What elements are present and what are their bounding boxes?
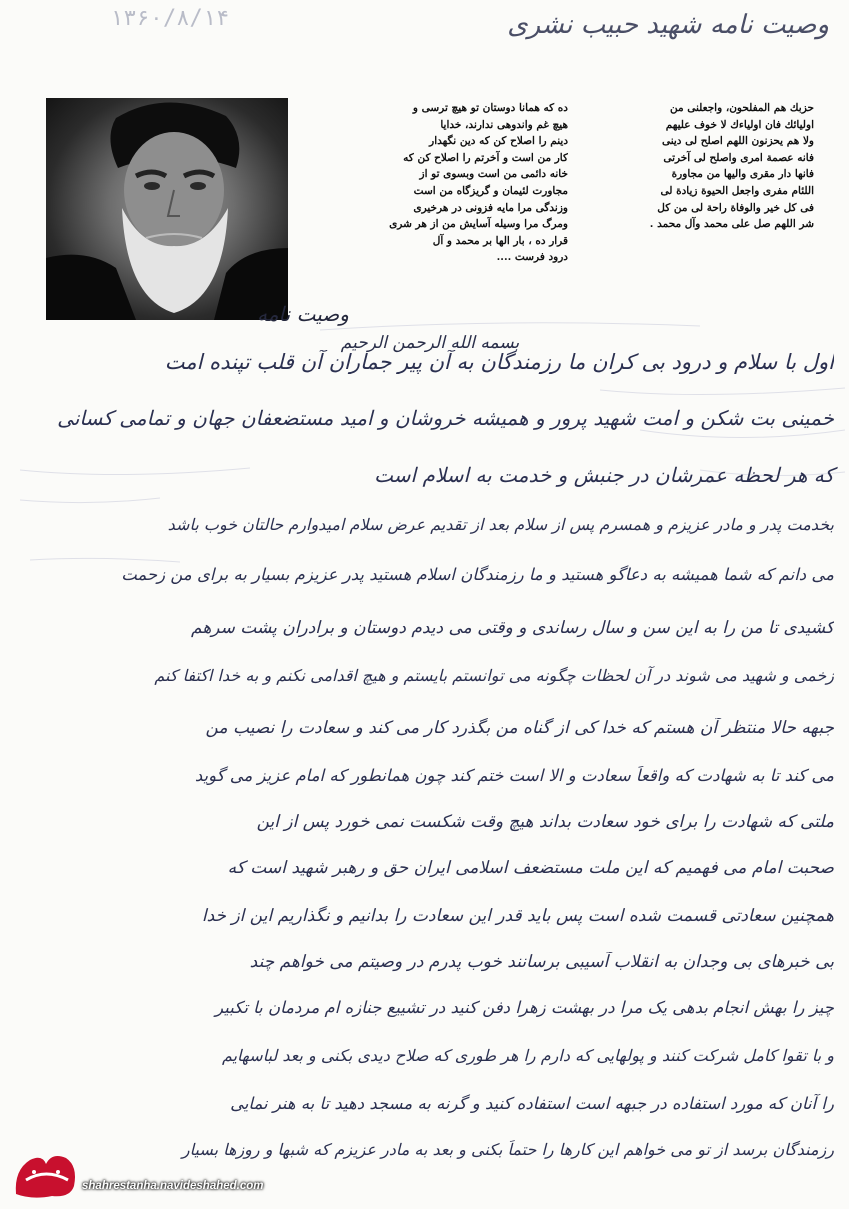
printed-line: قرار ده ، بار الها بر محمد و آل bbox=[432, 234, 568, 247]
portrait-photo bbox=[46, 98, 288, 320]
handwritten-line: ملتی که شهادت را برای خود سعادت بداند هیچ وقت شکست نمی خورد پس از این bbox=[256, 812, 834, 832]
printed-line: هيچ غم واندوهی ندارند، خدایا bbox=[440, 118, 568, 131]
date-stamp: ۱۳۶۰/۸/۱۴ bbox=[110, 6, 230, 31]
printed-line: مجاورت لئیمان و گریزگاه من است bbox=[413, 184, 568, 197]
printed-line: اللئام مفری واجعل الحیوة زیادة لی bbox=[660, 184, 814, 197]
printed-line: فی کل خیر والوفاة راحة لی من کل bbox=[657, 201, 814, 214]
will-label: وصیت نامه bbox=[257, 302, 349, 326]
printed-line: درود فرست .... bbox=[496, 251, 568, 264]
handwritten-line: همچنین سعادتی قسمت شده است پس باید قدر این سعادت را بدانیم و نگذاریم این از خدا bbox=[201, 906, 834, 926]
document-title: وصیت نامه شهید حبیب نشری bbox=[507, 10, 829, 40]
printed-line: فانه عصمة امری واصلح لی آخرتی bbox=[663, 151, 814, 164]
printed-line: خانه دائمی من است وبسوی تو از bbox=[419, 168, 568, 181]
printed-line: شر اللهم صل علی محمد وآل محمد . bbox=[649, 218, 814, 231]
handwritten-line: را آنان که مورد استفاده در جبهه است استفاده کنید و گرنه به مسجد دهید تا به هنر نمایی bbox=[230, 1094, 834, 1113]
printed-line: حزبك هم المفلحون، واجعلنی من bbox=[669, 102, 814, 114]
handwritten-line: می کند تا به شهادت که واقعاً سعادت و الا است ختم کند چون همانطور که امام عزیز می گوید bbox=[194, 766, 834, 785]
printed-line: کار من است و آخرتم را اصلاح کن که bbox=[403, 151, 568, 164]
handwritten-line: چیز را بهش انجام بدهی یک مرا در بهشت زهرا دفن کنید در تشییع جنازه ام مردمان با تکبیر bbox=[215, 998, 834, 1017]
handwritten-line: زخمی و شهید می شوند در آن لحظات چگونه می توانستم بایستم و هیچ اقدامی نکنم و به خدا اکتفا کنم bbox=[154, 666, 834, 685]
handwritten-line: صحبت امام می فهمیم که این ملت مستضعف اسلامی ایران حق و رهبر شهید است که bbox=[227, 858, 834, 878]
handwritten-line: کشیدی تا من را به این سن و سال رساندی و وقتی می دیدم دوستان و برادران پشت سرهم bbox=[191, 618, 834, 638]
printed-line: دینم را اصلاح کن که دین نگهدار bbox=[429, 135, 568, 148]
handwritten-line: رزمندگان برسد از تو می خواهم این کارها را حتماً بکنی و بعد به مادر عزیزم که شبها و روزها بسیار bbox=[181, 1140, 834, 1159]
basmala-heading: بسمه الله الرحمن الرحیم bbox=[340, 333, 520, 353]
handwritten-line: جبهه حالا منتظر آن هستم که خدا کی از گناه من بگذرد کار می کند و سعادت را نصیب من bbox=[205, 718, 834, 738]
printed-line: ولا هم یحزنون اللهم اصلح لی دینی bbox=[661, 135, 814, 148]
printed-line: وزندگی مرا مایه فزونی در هرخیری bbox=[413, 201, 568, 214]
handwritten-line: خمینی بت شکن و امت شهید پرور و همیشه خروشان و امید مستضعفان جهان و تمامی کسانی bbox=[57, 406, 834, 430]
printed-line: فانها دار مقری والیها من مجاورة bbox=[671, 168, 814, 181]
printed-text-middle bbox=[308, 100, 568, 266]
handwritten-line: بخدمت پدر و مادر عزیزم و همسرم پس از سلام بعد از تقدیم عرض سلام امیدوارم حالتان خوب باشد bbox=[167, 515, 834, 534]
printed-text-right bbox=[592, 100, 814, 233]
navideshahed-logo bbox=[12, 1150, 80, 1200]
handwritten-line: می دانم که شما همیشه به دعاگو هستید و ما رزمندگان اسلام هستید پدر عزیزم بسیار به برای من زحمت bbox=[121, 565, 834, 584]
printed-line: اولیائك فان اولیاءك لا خوف علیهم bbox=[665, 118, 814, 131]
printed-line: ده كه همانا دوستان تو هيچ ترسی و bbox=[412, 102, 568, 114]
website-watermark[interactable]: shahrestanha.navideshahed.com bbox=[82, 1180, 264, 1192]
handwritten-line: اول با سلام و درود بی کران ما رزمندگان به آن پیر جماران آن قلب تپنده امت bbox=[164, 350, 834, 374]
handwritten-line: بی خبرهای بی وجدان به انقلاب آسیبی برسانند خوب پدرم در وصیتم می خواهم چند bbox=[249, 952, 834, 972]
handwritten-line: که هر لحظه عمرشان در جنبش و خدمت به اسلام است bbox=[374, 463, 834, 487]
printed-line: ومرگ مرا وسیله آسایش من از هر شری bbox=[389, 218, 568, 231]
handwritten-line: و با تقوا کامل شرکت کنند و پولهایی که دارم را هر طوری که صلاح دیدی بکنی و بعد لباسهایم bbox=[221, 1046, 834, 1065]
